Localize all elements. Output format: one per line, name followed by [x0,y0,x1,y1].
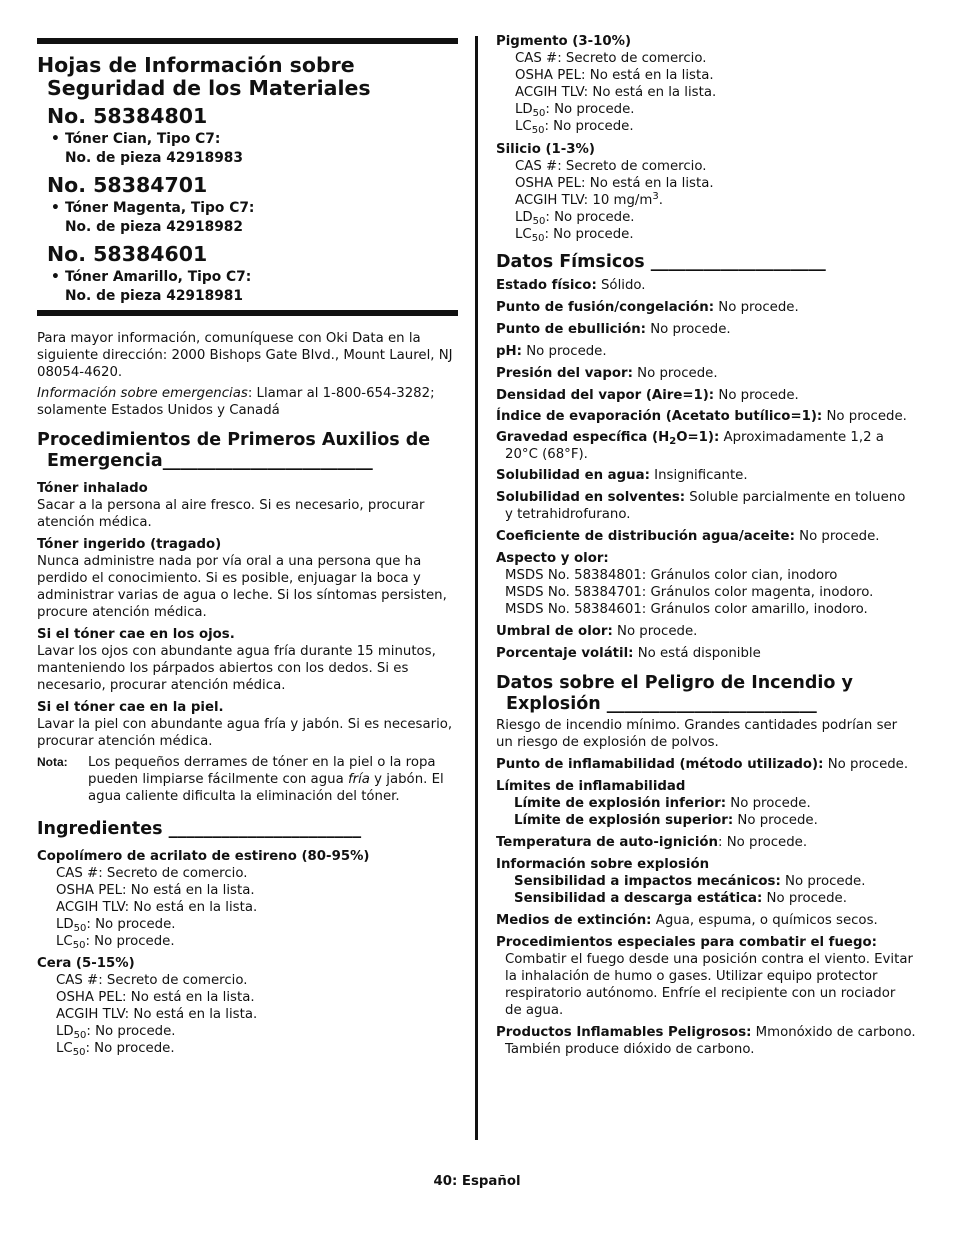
row-label: Límite de explosión superior: [514,813,734,828]
first-aid-heading [37,430,457,472]
ingredient-osha: OSHA PEL: No está en la lista. [515,68,714,83]
ingredient-title: Cera (5-15%) [37,956,135,971]
acgih-text: ACGIH TLV: 10 mg/m [515,193,653,208]
lc-subscript: 50 [531,125,545,136]
ld-value: : No procede. [86,1024,176,1039]
ingredient-lc50 [496,118,916,135]
row-value: Mmonóxido de carbono. También produce dióxido de carbono. [505,1025,916,1057]
fire-row [496,856,916,873]
item-title: Tóner inhalado [37,481,148,496]
row-label: Productos Inflamables Peligrosos: [496,1025,752,1040]
acgih-superscript: 3 [652,191,659,202]
ld-value: : No procede. [545,102,635,117]
row-value: Agua, espuma, o químicos secos. [651,913,878,928]
row-label: Procedimientos especiales para combatir el fuego: [496,935,877,950]
row-value: No procede. [733,813,818,828]
appearance-item: MSDS No. 58384801: Gránulos color cian, inodoro [505,568,838,583]
row-subscript: 2 [669,436,677,447]
ingredient-lc50 [496,226,916,243]
ld-label: LD [56,917,74,932]
product-name: Tóner Amarillo, Tipo C7: [65,269,252,285]
first-aid-item [37,626,457,694]
first-aid-item [37,699,457,750]
ingredient-title: Copolímero de acrilato de estireno (80-95%) [37,849,370,864]
row-label: Límites de inflamabilidad [496,779,686,794]
physical-row [496,321,916,338]
note-label: Nota: [37,755,68,769]
physical-row [496,408,916,425]
note-text: Los pequeños derrames de tóner en la piel o la ropa pueden limpiarse fácilmente con agua [88,755,436,787]
contact-text: Para mayor información, comuníquese con Oki Data en la siguiente dirección: 2000 Bishops Gate Blvd., Mount Laurel, NJ 08054-4620. [37,331,453,380]
product-name: Tóner Magenta, Tipo C7: [65,200,255,216]
fire-data-list [496,717,916,1058]
ld-value: : No procede. [86,917,176,932]
lc-label: LC [515,227,532,242]
ingredient-acgih: ACGIH TLV: No está en la lista. [56,900,258,915]
fire-subrow [496,890,916,907]
row-label: Presión del vapor: [496,366,633,381]
ingredient-ld50 [37,1023,457,1040]
lc-label: LC [56,934,73,949]
ld-label: LD [56,1024,74,1039]
physical-row [496,299,916,316]
document-title [37,54,457,100]
row-label: Estado físico: [496,278,597,293]
row-label: Medios de extinción: [496,913,652,928]
row-label: Índice de evaporación (Acetato butílico=1): [496,409,823,424]
product-bullet [37,130,457,168]
appearance-item: MSDS No. 58384601: Gránulos color amarillo, inodoro. [505,602,868,617]
physical-data-list [496,277,916,662]
product-number: No. 58384801 [47,104,208,128]
ingredient-cas: CAS #: Secreto de comercio. [515,51,707,66]
row-value: : No procede. [717,835,808,850]
ingredient-osha: OSHA PEL: No está en la lista. [515,176,714,191]
ld-label: LD [515,210,533,225]
note-text: y jabón. El agua caliente dificulta la eliminación del tóner. [88,772,444,804]
fire-row [496,778,916,795]
ingredient-cas: CAS #: Secreto de comercio. [56,866,248,881]
product-bullet [37,268,457,306]
title-line-1: Hojas de Información sobre [37,53,355,77]
row-label: Porcentaje volátil: [496,646,634,661]
row-value: No procede. [714,300,799,315]
ingredient-osha: OSHA PEL: No está en la lista. [56,990,255,1005]
physical-row-gravity [496,429,916,463]
ingredient-acgih: ACGIH TLV: No está en la lista. [56,1007,258,1022]
row-value: Soluble parcialmente en tolueno y tetrahidrofurano. [505,490,906,522]
part-number: No. de pieza 42918981 [65,288,244,304]
fire-row [496,1024,916,1058]
ld-subscript: 50 [73,1030,87,1041]
emergency-text: : Llamar al 1-800-654-3282; solamente Estados Unidos y Canadá [37,386,435,418]
row-value: No procede. [632,366,718,381]
row-label: pH: [496,344,522,359]
left-body [37,330,457,1057]
heading-line-1: Datos sobre el Peligro de Incendio y [496,673,853,693]
row-label: Densidad del vapor (Aire=1): [496,388,715,403]
physical-data-heading: Datos Fímsicos ____________________ [496,252,826,272]
row-label: Coeficiente de distribución agua/aceite: [496,529,795,544]
ingredient-ld50 [496,209,916,226]
ld-value: : No procede. [545,210,635,225]
product-number: No. 58384701 [47,173,208,197]
row-value: Insignificante. [649,468,748,483]
ingredient-title: Pigmento (3-10%) [496,34,632,49]
physical-row [496,489,916,523]
ingredient-cas: CAS #: Secreto de comercio. [56,973,248,988]
ingredient-lc50 [37,1040,457,1057]
fire-subrow [496,812,916,829]
column-divider [475,36,478,1140]
row-value: No procede. [612,624,698,639]
emergency-info [37,385,457,419]
row-value: No procede. [762,891,847,906]
lc-subscript: 50 [72,1047,86,1058]
note-emphasis: fría [347,772,370,787]
lc-subscript: 50 [72,940,86,951]
row-label: Límite de explosión inferior: [514,796,727,811]
part-number: No. de pieza 42918983 [65,150,244,166]
page-footer: 40: Español [433,1174,521,1189]
ld-subscript: 50 [532,108,546,119]
ingredient-acgih: ACGIH TLV: No está en la lista. [515,85,717,100]
product-bullet [37,199,457,237]
ingredient-group [37,848,457,950]
ld-subscript: 50 [532,216,546,227]
top-rule [37,38,458,44]
lc-label: LC [56,1041,73,1056]
item-title: Si el tóner cae en la piel. [37,700,224,715]
physical-row [496,343,916,360]
row-label: Aspecto y olor: [496,551,609,566]
heading-line-2: Explosión ________________________ [506,694,817,714]
row-value: No procede. [646,322,731,337]
lc-value: : No procede. [85,934,175,949]
physical-row [496,645,916,662]
header-bottom-rule [37,310,458,316]
lc-value: : No procede. [544,119,634,134]
first-aid-item [37,536,457,621]
fire-row [496,934,916,951]
fire-subrow [496,795,916,812]
row-value: No procede. [823,757,909,772]
fire-subrow [496,873,916,890]
product-number: No. 58384601 [47,242,208,266]
physical-row [496,365,916,382]
item-text: Lavar la piel con abundante agua fría y jabón. Si es necesario, procurar atención médica. [37,717,453,749]
row-label: Umbral de olor: [496,624,613,639]
ld-subscript: 50 [73,923,87,934]
row-value: No procede. [780,874,866,889]
item-title: Si el tóner cae en los ojos. [37,627,235,642]
acgih-period: . [658,193,663,208]
ingredient-title: Silicio (1-3%) [496,142,595,157]
fire-row [496,834,916,851]
lc-value: : No procede. [544,227,634,242]
document-header [37,54,457,306]
physical-row [496,467,916,484]
lc-subscript: 50 [531,233,545,244]
row-label: Sensibilidad a descarga estática: [514,891,763,906]
title-line-2: Seguridad de los Materiales [47,76,371,100]
fire-row [496,912,916,929]
row-value: Combatir el fuego desde una posición contra el viento. Evitar la inhalación de humo o gases. Utilizar equipo protector respiratorio autónomo. Enfríe el recipiente con un rociador de agua. [505,952,913,1018]
row-value: Aproximadamente 1,2 a 20°C (68°F). [505,430,884,462]
part-number: No. de pieza 42918982 [65,219,244,235]
row-value: Sólido. [596,278,646,293]
item-text: Sacar a la persona al aire fresco. Si es necesario, procurar atención médica. [37,498,425,530]
product-name: Tóner Cian, Tipo C7: [65,131,221,147]
ld-label: LD [515,102,533,117]
ingredient-acgih [496,192,916,209]
row-value: No procede. [726,796,811,811]
ingredient-group [496,33,916,135]
first-aid-item [37,480,457,531]
appearance-item: MSDS No. 58384701: Gránulos color magenta, inodoro. [505,585,874,600]
ingredient-osha: OSHA PEL: No está en la lista. [56,883,255,898]
physical-row [496,528,916,545]
physical-row [496,623,916,640]
row-label: Punto de ebullición: [496,322,646,337]
row-value: No procede. [822,409,907,424]
ingredient-group [496,141,916,243]
ingredient-group [37,955,457,1057]
fire-row [496,756,916,773]
note [37,754,457,805]
row-label: Punto de inflamabilidad (método utilizado): [496,757,824,772]
lc-label: LC [515,119,532,134]
row-label: O=1): [676,430,720,445]
row-value: No procede. [714,388,799,403]
physical-row [496,277,916,294]
row-label: Solubilidad en solventes: [496,490,686,505]
item-text: Nunca administre nada por vía oral a una persona que ha perdido el conocimiento. Si es posible, enjuagar la boca y administrar varias de agua o leche. Si los síntomas persisten, procure atención médica. [37,554,447,620]
ingredient-lc50 [37,933,457,950]
right-body [496,33,916,1058]
ingredient-cas: CAS #: Secreto de comercio. [515,159,707,174]
row-label: Punto de fusión/congelación: [496,300,715,315]
row-label: Temperatura de auto-ignición [496,835,718,850]
item-title: Tóner ingerido (tragado) [37,537,222,552]
physical-row-appearance [496,550,916,567]
row-value: No está disponible [633,646,761,661]
physical-row [496,387,916,404]
heading-line-2: Emergencia________________________ [47,451,373,471]
row-value: No procede. [521,344,607,359]
row-label: Información sobre explosión [496,857,710,872]
row-label: Gravedad específica (H [496,430,670,445]
lc-value: : No procede. [85,1041,175,1056]
ingredient-ld50 [496,101,916,118]
row-value: No procede. [794,529,880,544]
fire-data-heading [496,673,916,715]
row-label: Sensibilidad a impactos mecánicos: [514,874,781,889]
emergency-label: Información sobre emergencias [37,386,248,401]
heading-line-1: Procedimientos de Primeros Auxilios de [37,430,431,450]
row-label: Solubilidad en agua: [496,468,650,483]
item-text: Lavar los ojos con abundante agua fría durante 15 minutos, manteniendo los párpados abiertos con los dedos. Si es necesario, procurar atención médica. [37,644,436,693]
ingredients-heading: Ingredientes ______________________ [37,819,362,839]
ingredient-ld50 [37,916,457,933]
fire-intro: Riesgo de incendio mínimo. Grandes cantidades podrían ser un riesgo de explosión de polvos. [496,718,898,750]
